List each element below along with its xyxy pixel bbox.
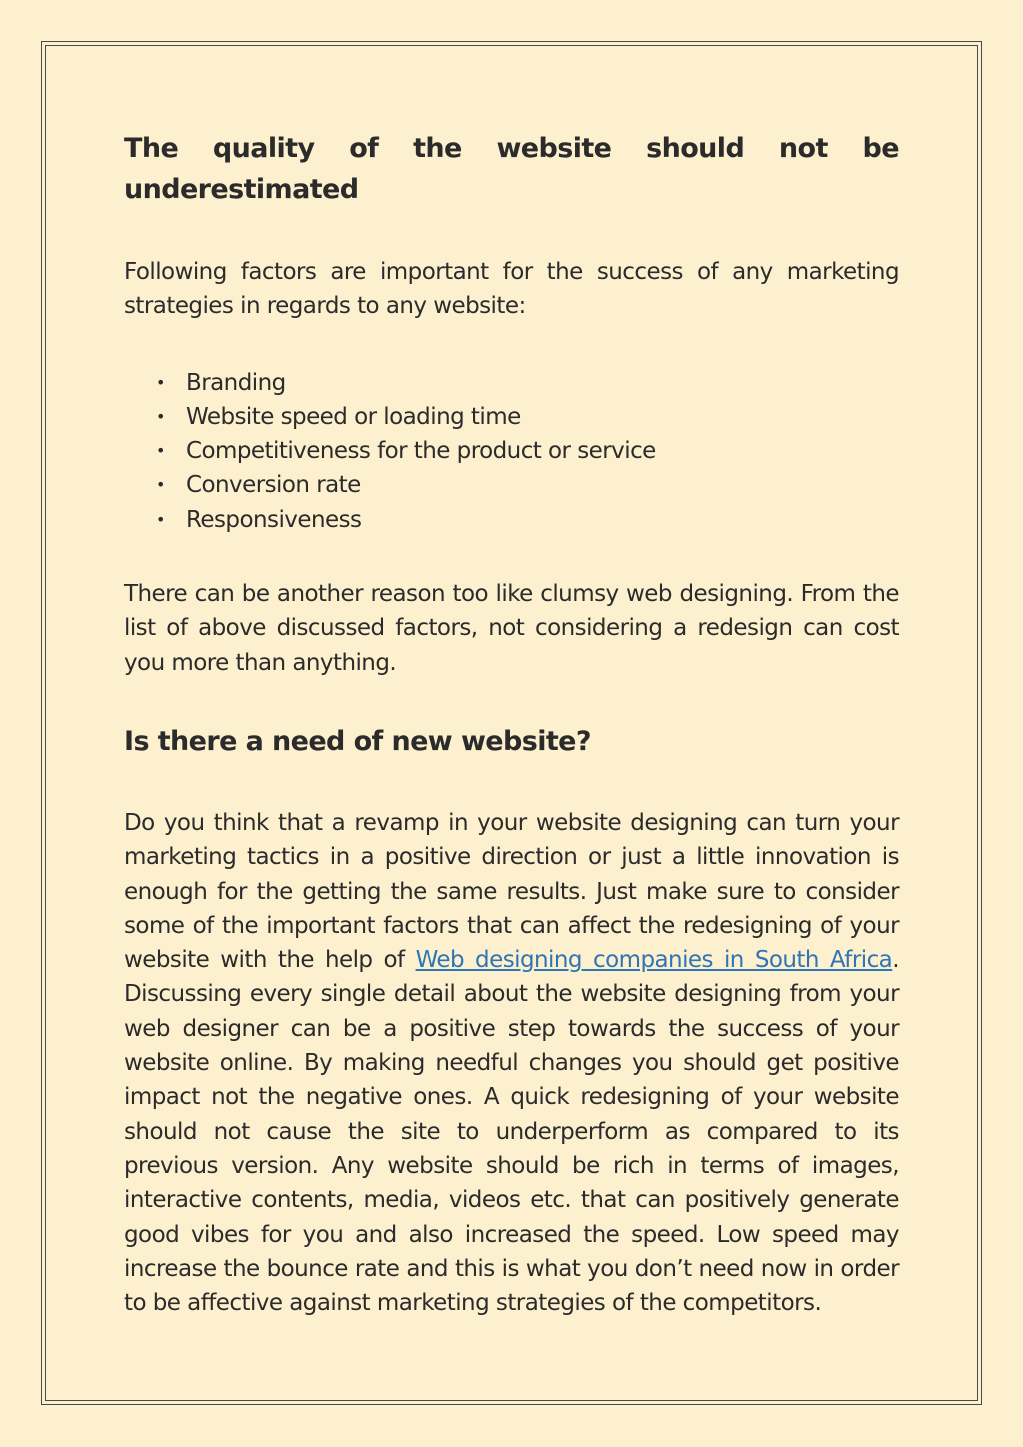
body-text-before-link: Do you think that a revamp in your website designing can turn your marketing tactics in a positive direction or just a little innovation is enough for the getting the same results. Just make sure to consider some of the important factors that can affect the redesigning of your website with the help of xyxy=(124,809,899,974)
bullet-icon: • xyxy=(156,372,165,392)
reason-paragraph: There can be another reason too like clumsy web designing. From the list of above discussed factors, not considering a redesign can cost you more than anything. xyxy=(124,581,899,676)
intro-paragraph: Following factors are important for the success of any marketing strategies in regards to any website: xyxy=(124,259,899,320)
section-heading: Is there a need of new website? xyxy=(124,725,591,757)
main-heading xyxy=(124,128,899,210)
body-text-after-link: . Discussing every single detail about the website designing from your web designer can be a positive step towards the success of your website online. By making needful changes you should get positive impact not the negative ones. A quick redesigning of your website should not cause the site to underperform as compared to its previous version. Any website should be rich in terms of images, interactive contents, media, videos etc. that can positively generate good vibes for you and also increased the speed. Low speed may increase the bounce rate and this is what you don’t need now in order to be affective against marketing strategies of the competitors. xyxy=(124,947,899,1317)
bullet-icon: • xyxy=(156,441,165,461)
bullet-icon: • xyxy=(156,475,165,495)
document-content xyxy=(124,128,899,1320)
web-designing-link[interactable]: Web designing companies in South Africa xyxy=(415,947,893,974)
body-paragraph xyxy=(124,806,899,1320)
list-item: • Competitiveness for the product or service xyxy=(124,434,899,468)
list-item: • Website speed or loading time xyxy=(124,400,899,434)
factors-list xyxy=(124,366,899,537)
main-heading-line1: The quality of the website should not be xyxy=(124,133,899,164)
list-item: • Branding xyxy=(124,366,899,400)
bullet-icon: • xyxy=(156,509,165,529)
bullet-icon: • xyxy=(156,406,165,426)
list-item: • Conversion rate xyxy=(124,468,899,502)
list-item: • Responsiveness xyxy=(124,503,899,537)
main-heading-line2: underestimated xyxy=(124,174,359,205)
